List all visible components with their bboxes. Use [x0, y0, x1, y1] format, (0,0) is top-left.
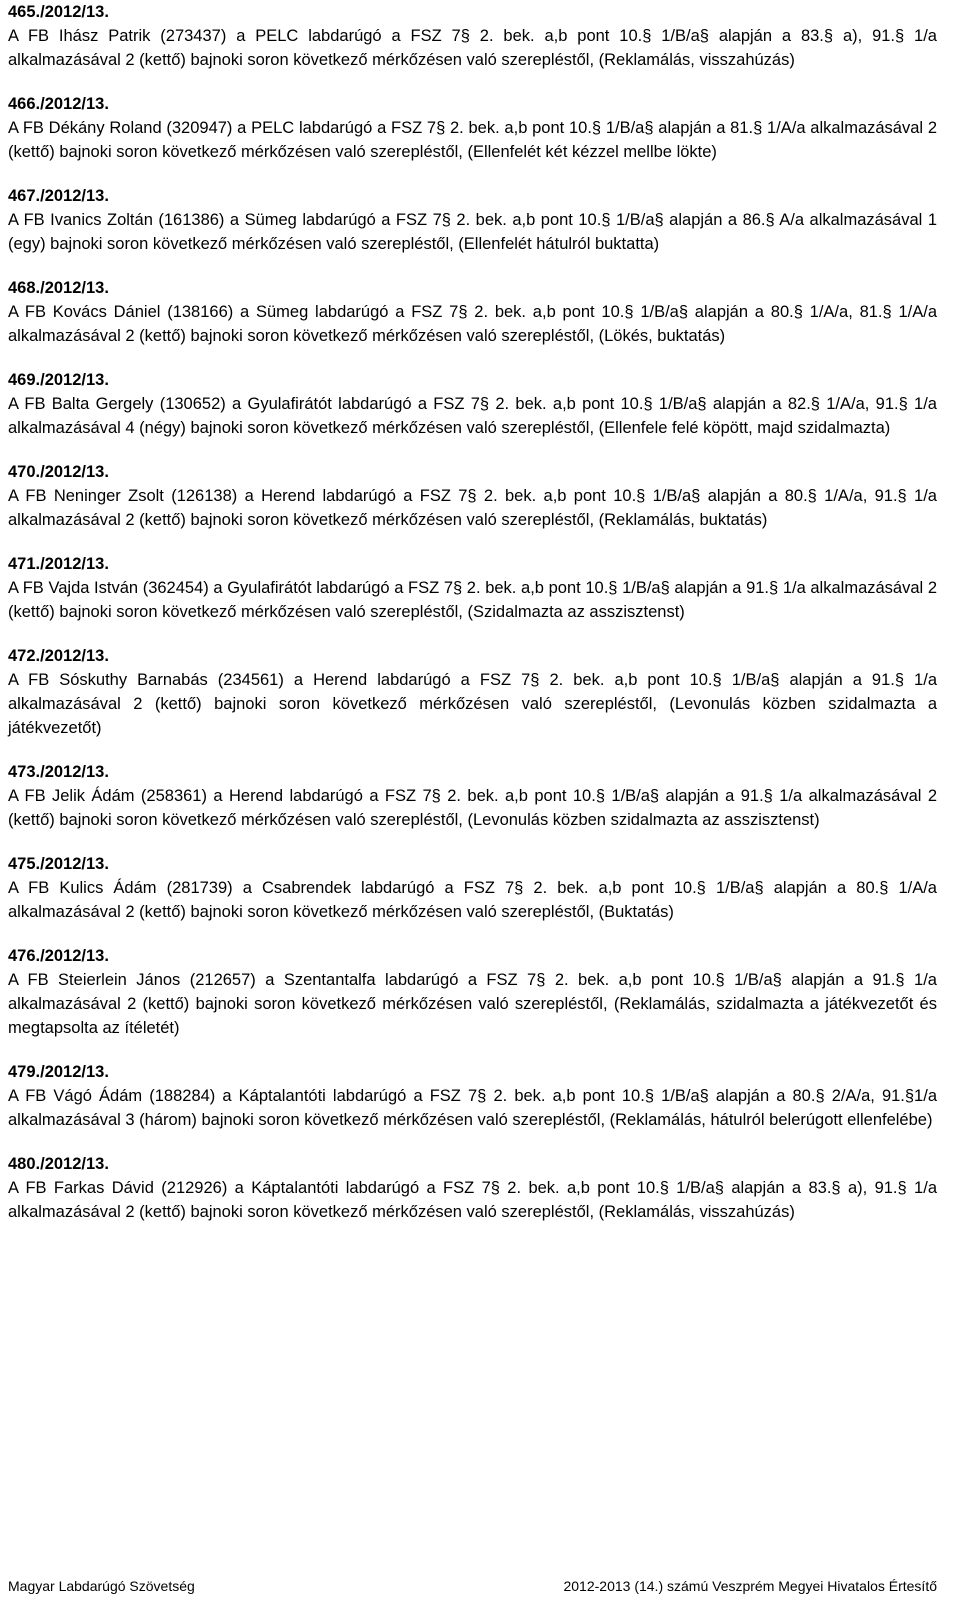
disciplinary-entry	[8, 852, 937, 924]
entry-number: 471./2012/13.	[8, 555, 109, 573]
disciplinary-entry	[8, 944, 937, 1040]
disciplinary-entry	[8, 1152, 937, 1224]
entry-number: 465./2012/13.	[8, 3, 109, 21]
disciplinary-entry	[8, 92, 937, 164]
entry-text: A FB Ihász Patrik (273437) a PELC labdarúgó a FSZ 7§ 2. bek. a,b pont 10.§ 1/B/a§ alapján a 83.§ a), 91.§ 1/a alkalmazásával 2 (kettő) bajnoki soron következő mérkőzésen való szerepléstől, (Reklamálás, visszahúzás)	[8, 27, 937, 69]
document-page	[8, 0, 937, 1244]
disciplinary-entry	[8, 184, 937, 256]
entry-text: A FB Dékány Roland (320947) a PELC labdarúgó a FSZ 7§ 2. bek. a,b pont 10.§ 1/B/a§ alapján a 81.§ 1/A/a alkalmazásával 2 (kettő) bajnoki soron következő mérkőzésen való szerepléstől, (Ellenfelét két kézzel mellbe lökte)	[8, 119, 937, 161]
entry-number: 467./2012/13.	[8, 187, 109, 205]
entry-number: 466./2012/13.	[8, 95, 109, 113]
disciplinary-entry	[8, 368, 937, 440]
disciplinary-entry	[8, 1060, 937, 1132]
entry-number: 473./2012/13.	[8, 763, 109, 781]
entry-text: A FB Sóskuthy Barnabás (234561) a Herend labdarúgó a FSZ 7§ 2. bek. a,b pont 10.§ 1/B/a§ alapján a 91.§ 1/a alkalmazásával 2 (kettő) bajnoki soron következő mérkőzésen való szerepléstől, (Levonulás közben szidalmazta a játékvezetőt)	[8, 671, 937, 737]
entry-number: 468./2012/13.	[8, 279, 109, 297]
entry-text: A FB Steierlein János (212657) a Szentantalfa labdarúgó a FSZ 7§ 2. bek. a,b pont 10.§ 1/B/a§ alapján a 91.§ 1/a alkalmazásával 2 (kettő) bajnoki soron következő mérkőzésen való szerepléstől, (Reklamálás, szidalmazta a játékvezetőt és megtapsolta az ítéletét)	[8, 971, 937, 1037]
entry-text: A FB Vajda István (362454) a Gyulafirátót labdarúgó a FSZ 7§ 2. bek. a,b pont 10.§ 1/B/a§ alapján a 91.§ 1/a alkalmazásával 2 (kettő) bajnoki soron következő mérkőzésen való szerepléstől, (Szidalmazta az asszisztenst)	[8, 579, 937, 621]
entry-number: 469./2012/13.	[8, 371, 109, 389]
disciplinary-entry	[8, 0, 937, 72]
disciplinary-entry	[8, 644, 937, 740]
entry-text: A FB Kovács Dániel (138166) a Sümeg labdarúgó a FSZ 7§ 2. bek. a,b pont 10.§ 1/B/a§ alapján a 80.§ 1/A/a, 81.§ 1/A/a alkalmazásával 2 (kettő) bajnoki soron következő mérkőzésen való szerepléstől, (Lökés, buktatás)	[8, 303, 937, 345]
disciplinary-entry	[8, 460, 937, 532]
entry-number: 480./2012/13.	[8, 1155, 109, 1173]
entry-text: A FB Farkas Dávid (212926) a Káptalantóti labdarúgó a FSZ 7§ 2. bek. a,b pont 10.§ 1/B/a§ alapján a 83.§ a), 91.§ 1/a alkalmazásával 2 (kettő) bajnoki soron következő mérkőzésen való szerepléstől, (Reklamálás, visszahúzás)	[8, 1179, 937, 1221]
footer-publication: 2012-2013 (14.) számú Veszprém Megyei Hivatalos Értesítő	[563, 1578, 937, 1594]
entry-text: A FB Vágó Ádám (188284) a Káptalantóti labdarúgó a FSZ 7§ 2. bek. a,b pont 10.§ 1/B/a§ alapján a 80.§ 2/A/a, 91.§1/a alkalmazásával 3 (három) bajnoki soron következő mérkőzésen való szerepléstől, (Reklamálás, hátulról belerúgott ellenfelébe)	[8, 1087, 937, 1129]
entry-number: 479./2012/13.	[8, 1063, 109, 1081]
entry-text: A FB Neninger Zsolt (126138) a Herend labdarúgó a FSZ 7§ 2. bek. a,b pont 10.§ 1/B/a§ alapján a 80.§ 1/A/a, 91.§ 1/a alkalmazásával 2 (kettő) bajnoki soron következő mérkőzésen való szerepléstől, (Reklamálás, buktatás)	[8, 487, 937, 529]
entry-text: A FB Ivanics Zoltán (161386) a Sümeg labdarúgó a FSZ 7§ 2. bek. a,b pont 10.§ 1/B/a§ alapján a 86.§ A/a alkalmazásával 1 (egy) bajnoki soron következő mérkőzésen való szerepléstől, (Ellenfelét hátulról buktatta)	[8, 211, 937, 253]
entry-number: 476./2012/13.	[8, 947, 109, 965]
page-footer	[8, 1577, 937, 1595]
entry-number: 475./2012/13.	[8, 855, 109, 873]
disciplinary-entry	[8, 276, 937, 348]
disciplinary-entry	[8, 760, 937, 832]
entry-number: 472./2012/13.	[8, 647, 109, 665]
entry-text: A FB Jelik Ádám (258361) a Herend labdarúgó a FSZ 7§ 2. bek. a,b pont 10.§ 1/B/a§ alapján a 91.§ 1/a alkalmazásával 2 (kettő) bajnoki soron következő mérkőzésen való szerepléstől, (Levonulás közben szidalmazta az asszisztenst)	[8, 787, 937, 829]
disciplinary-entry	[8, 552, 937, 624]
footer-publisher: Magyar Labdarúgó Szövetség	[8, 1578, 195, 1594]
entry-number: 470./2012/13.	[8, 463, 109, 481]
entry-text: A FB Balta Gergely (130652) a Gyulafirátót labdarúgó a FSZ 7§ 2. bek. a,b pont 10.§ 1/B/a§ alapján a 82.§ 1/A/a, 91.§ 1/a alkalmazásával 4 (négy) bajnoki soron következő mérkőzésen való szerepléstől, (Ellenfele felé köpött, majd szidalmazta)	[8, 395, 937, 437]
entry-text: A FB Kulics Ádám (281739) a Csabrendek labdarúgó a FSZ 7§ 2. bek. a,b pont 10.§ 1/B/a§ alapján a 80.§ 1/A/a alkalmazásával 2 (kettő) bajnoki soron következő mérkőzésen való szerepléstől, (Buktatás)	[8, 879, 937, 921]
